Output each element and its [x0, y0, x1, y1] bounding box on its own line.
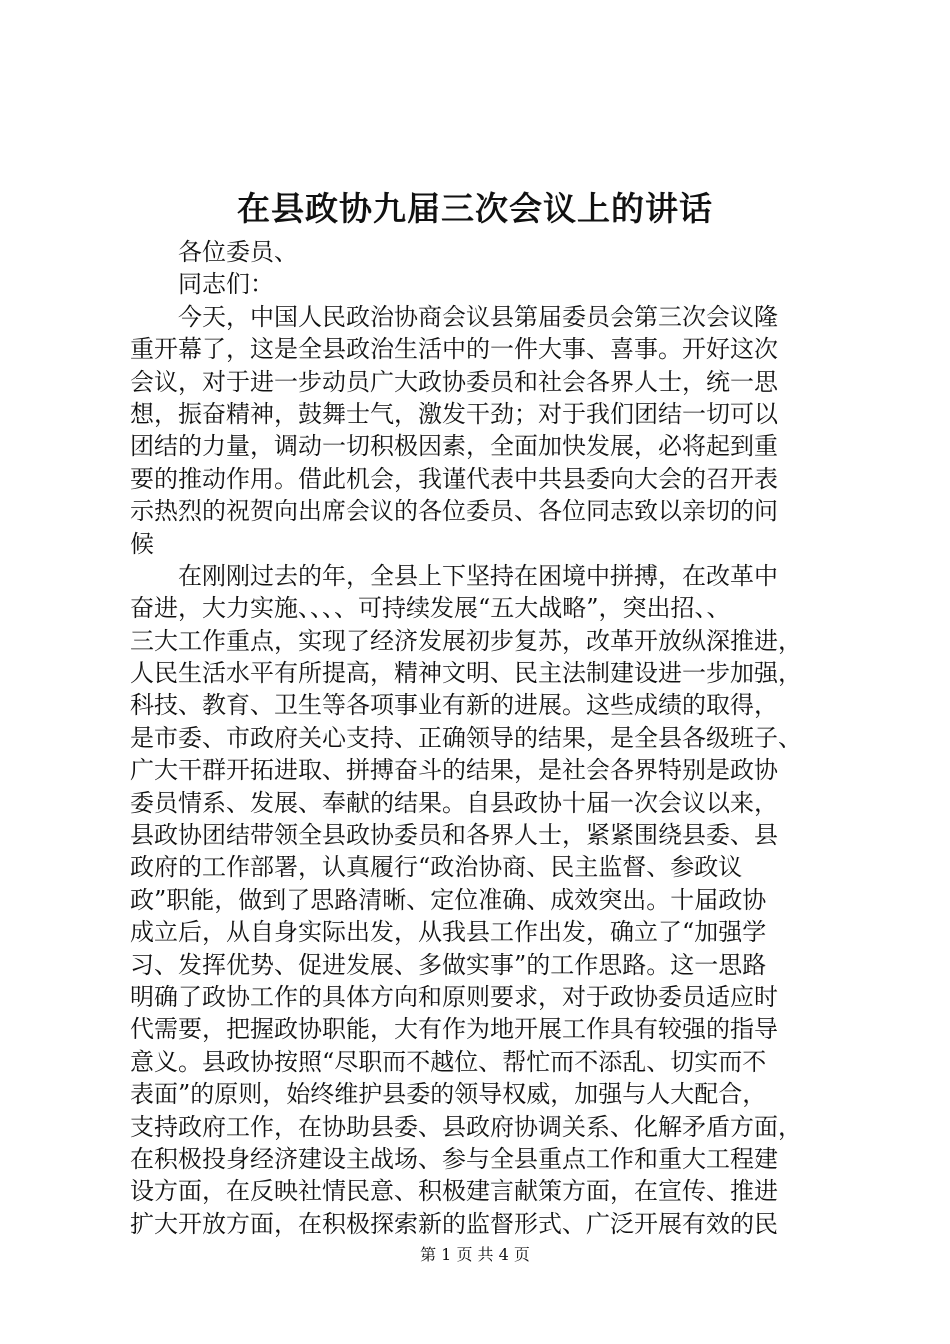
- document-title: 在县政协九届三次会议上的讲话: [237, 189, 713, 228]
- paragraph-line: 政”职能，做到了思路清晰、定位准确、成效突出。十届政协: [130, 885, 767, 914]
- paragraph-line: 人民生活水平有所提高，精神文明、民主法制建设进一步加强，: [130, 659, 802, 688]
- paragraph-line: 三大工作重点，实现了经济发展初步复苏，改革开放纵深推进，: [130, 626, 802, 655]
- paragraph-line: 委员情系、发展、奉献的结果。自县政协十届一次会议以来，: [130, 788, 778, 817]
- paragraph-line: 候: [130, 529, 154, 558]
- paragraph-line: 习、发挥优势、促进发展、多做实事”的工作思路。这一思路: [130, 950, 767, 979]
- paragraph-line: 支持政府工作，在协助县委、县政府协调关系、化解矛盾方面，: [130, 1112, 802, 1141]
- paragraph-line: 设方面，在反映社情民意、积极建言献策方面，在宣传、推进: [130, 1177, 778, 1206]
- paragraph-line: 今天，中国人民政治协商会议县第届委员会第三次会议隆: [178, 302, 778, 331]
- paragraph-line: 在刚刚过去的年，全县上下坚持在困境中拼搏，在改革中: [178, 561, 778, 590]
- paragraph-line: 意义。县政协按照“尽职而不越位、帮忙而不添乱、切实而不: [130, 1047, 767, 1076]
- paragraph-line: 示热烈的祝贺向出席会议的各位委员、各位同志致以亲切的问: [130, 497, 778, 526]
- paragraph-opening: [130, 301, 830, 560]
- paragraph-line: 成立后，从自身实际出发，从我县工作出发，确立了“加强学: [130, 918, 767, 947]
- paragraph-line: 要的推动作用。借此机会，我谨代表中共县委向大会的召开表: [130, 464, 778, 493]
- paragraph-review: [130, 560, 830, 1240]
- paragraph-line: 代需要，把握政协职能，大有作为地开展工作具有较强的指导: [130, 1015, 778, 1044]
- paragraph-line: 奋进，大力实施、、、、可持续发展“五大战略”，突出招、、: [130, 594, 731, 623]
- paragraph-line: 科技、教育、卫生等各项事业有新的进展。这些成绩的取得，: [130, 691, 778, 720]
- paragraph-line: 扩大开放方面，在积极探索新的监督形式、广泛开展有效的民: [130, 1209, 778, 1238]
- page-number-footer: 第 1 页 共 4 页: [420, 1245, 530, 1264]
- paragraph-line: 县政协团结带领全县政协委员和各界人士，紧紧围绕县委、县: [130, 821, 778, 850]
- greeting-line: 各位委员、: [178, 238, 298, 266]
- greeting-line: 同志们：: [178, 270, 274, 299]
- paragraph-line: 团结的力量，调动一切积极因素，全面加快发展，必将起到重: [130, 432, 778, 461]
- paragraph-line: 在积极投身经济建设主战场、参与全县重点工作和重大工程建: [130, 1144, 778, 1173]
- paragraph-line: 表面”的原则，始终维护县委的领导权威，加强与人大配合，: [130, 1080, 767, 1109]
- document-body: [130, 236, 830, 1240]
- paragraph-line: 广大干群开拓进取、拼搏奋斗的结果，是社会各界特别是政协: [130, 756, 778, 785]
- paragraph-line: 明确了政协工作的具体方向和原则要求，对于政协委员适应时: [130, 982, 778, 1011]
- paragraph-line: 会议，对于进一步动员广大政协委员和社会各界人士，统一思: [130, 367, 778, 396]
- paragraph-line: 想，振奋精神，鼓舞士气，激发干劲；对于我们团结一切可以: [130, 399, 778, 428]
- paragraph-line: 政府的工作部署，认真履行“政治协商、民主监督、参政议: [130, 853, 743, 882]
- paragraph-line: 重开幕了，这是全县政治生活中的一件大事、喜事。开好这次: [130, 335, 778, 364]
- paragraph-line: 是市委、市政府关心支持、正确领导的结果，是全县各级班子、: [130, 723, 802, 752]
